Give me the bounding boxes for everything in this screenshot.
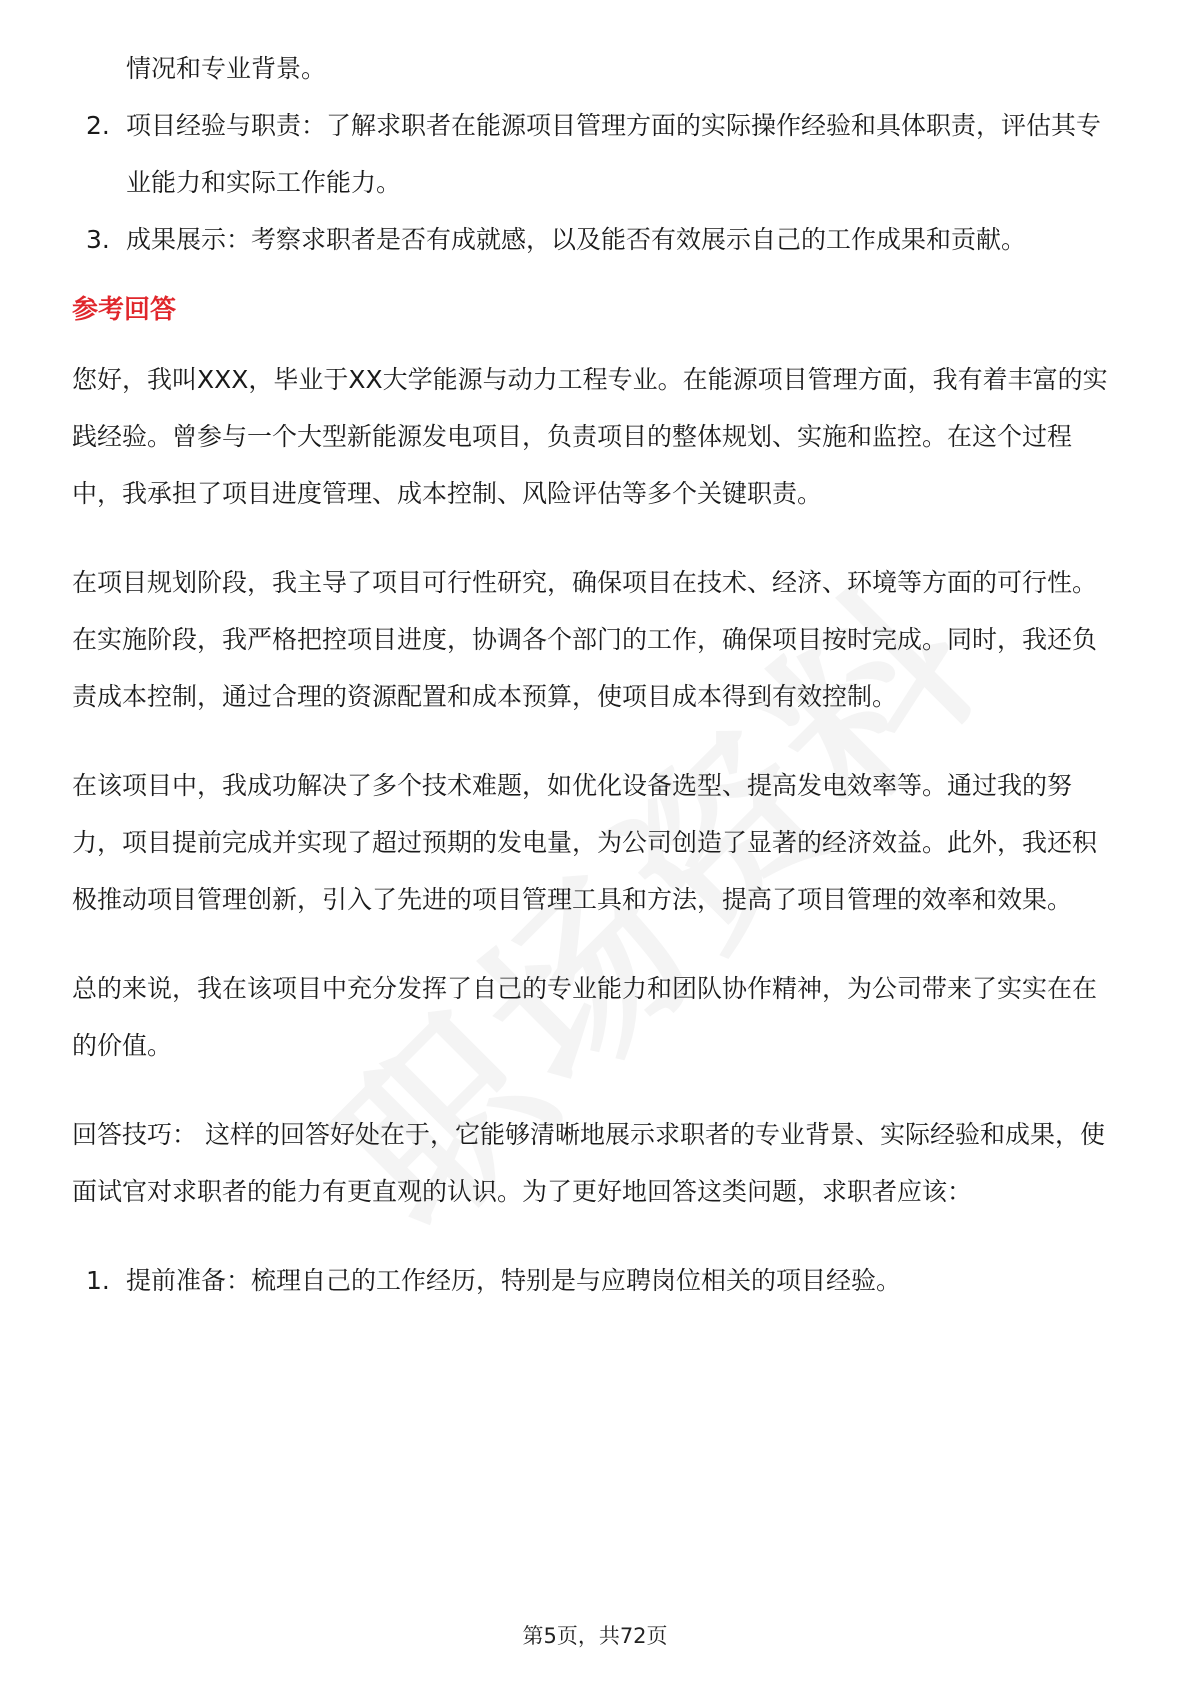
list-item (72, 97, 1118, 211)
page-footer: 第5页，共72页 (522, 1624, 668, 1648)
list-item-text: 成果展示：考察求职者是否有成就感，以及能否有效展示自己的工作成果和贡献。 (126, 225, 1027, 254)
list-number: 2. (86, 111, 110, 140)
criteria-list (72, 97, 1118, 268)
tips-paragraph: 回答技巧： 这样的回答好处在于，它能够清晰地展示求职者的专业背景、实际经验和成果，使面试官对求职者的能力有更直观的认识。为了更好地回答这类问题，求职者应该： (72, 1120, 1105, 1206)
answer-paragraph: 总的来说，我在该项目中充分发挥了自己的专业能力和团队协作精神，为公司带来了实实在在的价值。 (72, 974, 1098, 1060)
answer-paragraph: 您好，我叫XXX，毕业于XX大学能源与动力工程专业。在能源项目管理方面，我有着丰富的实践经验。曾参与一个大型新能源发电项目，负责项目的整体规划、实施和监控。在这个过程中，我承担了项目进度管理、成本控制、风险评估等多个关键职责。 (72, 365, 1108, 508)
continued-list-text: 情况和专业背景。 (126, 54, 327, 83)
list-item (72, 1252, 1118, 1309)
list-item-text: 提前准备：梳理自己的工作经历，特别是与应聘岗位相关的项目经验。 (126, 1266, 902, 1295)
section-heading: 参考回答 (72, 295, 177, 325)
answer-paragraph: 在该项目中，我成功解决了多个技术难题，如优化设备选型、提高发电效率等。通过我的努力，项目提前完成并实现了超过预期的发电量，为公司创造了显著的经济效益。此外，我还积极推动项目管理创新，引入了先进的项目管理工具和方法，提高了项目管理的效率和效果。 (72, 771, 1098, 914)
tips-list (72, 1252, 1118, 1309)
list-number: 3. (86, 225, 110, 254)
list-item (72, 211, 1118, 268)
page-content (72, 40, 1118, 1309)
answer-paragraph: 在项目规划阶段，我主导了项目可行性研究，确保项目在技术、经济、环境等方面的可行性。在实施阶段，我严格把控项目进度，协调各个部门的工作，确保项目按时完成。同时，我还负责成本控制，通过合理的资源配置和成本预算，使项目成本得到有效控制。 (72, 568, 1098, 711)
list-number: 1. (86, 1266, 110, 1295)
list-item-text: 项目经验与职责：了解求职者在能源项目管理方面的实际操作经验和具体职责，评估其专业能力和实际工作能力。 (126, 111, 1102, 197)
